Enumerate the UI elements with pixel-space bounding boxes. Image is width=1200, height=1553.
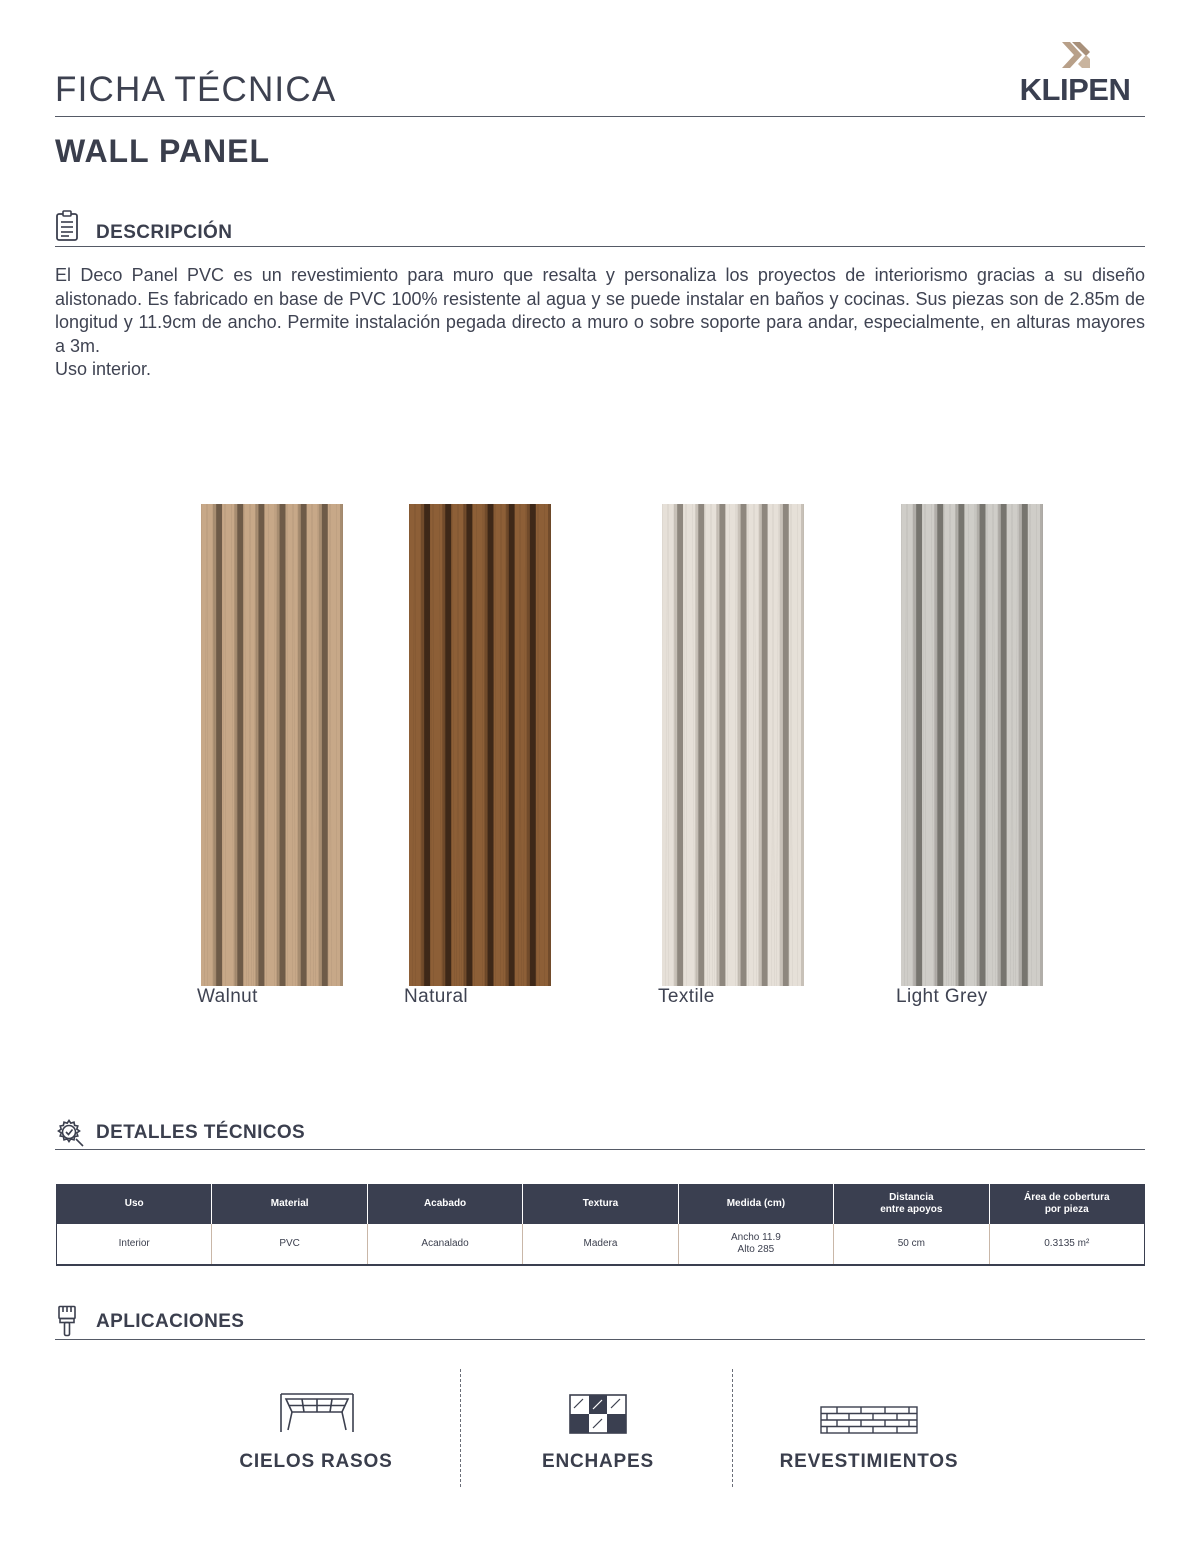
table-header-uso: Uso	[57, 1184, 212, 1224]
description-body: El Deco Panel PVC es un revestimiento para muro que resalta y personaliza los proyectos de interiorismo gracias a su diseño alistonado. Es fabricado en base de PVC 100% resistente al agua y se puede instalar en baños y cocinas. Sus piezas son de 2.85m de longitud y 11.9cm de ancho. Permite instalación pegada directo a muro o sobre soporte para andar, especialmente, en alturas mayores a 3m.	[55, 265, 1145, 356]
panel-sample	[201, 504, 343, 986]
description-text	[55, 264, 1145, 382]
application-label-revestimientos: REVESTIMIENTOS	[779, 1451, 959, 1472]
swatch-textile	[662, 504, 804, 986]
spec-table	[56, 1184, 1145, 1266]
swatch-label-natural: Natural	[404, 986, 469, 1007]
panel-slat-shadow	[1019, 504, 1022, 986]
section-divider	[55, 1339, 1145, 1340]
panel-slat-shadow	[463, 504, 466, 986]
table-header-area: Área de cobertura por pieza	[989, 1184, 1144, 1224]
panel-groove	[301, 504, 307, 986]
panel-groove	[762, 504, 768, 986]
application-label-enchapes: ENCHAPES	[542, 1451, 654, 1472]
swatch-walnut	[201, 504, 343, 986]
swatch-label-walnut: Walnut	[197, 986, 258, 1007]
panel-groove	[445, 504, 451, 986]
table-header-medida: Medida (cm)	[678, 1184, 833, 1224]
table-cell-distancia: 50 cm	[834, 1224, 989, 1265]
application-divider	[460, 1369, 461, 1487]
panel-groove	[237, 504, 243, 986]
klipen-k-icon	[1062, 42, 1090, 68]
panel-slat-shadow	[548, 504, 551, 986]
description-usage: Uso interior.	[55, 359, 152, 380]
brick-wall-icon	[820, 1406, 918, 1434]
panel-groove	[698, 504, 704, 986]
application-label-cielos-rasos: CIELOS RASOS	[239, 1451, 393, 1472]
table-cell-acabado: Acanalado	[367, 1224, 522, 1265]
panel-slat-shadow	[319, 504, 322, 986]
table-header-row	[57, 1184, 1145, 1224]
table-cell-medida: Ancho 11.9 Alto 285	[678, 1224, 833, 1265]
section-divider	[55, 1149, 1145, 1150]
panel-slat-shadow	[716, 504, 719, 986]
section-title-detalles: DETALLES TÉCNICOS	[96, 1122, 306, 1143]
brand-name: KLIPEN	[1019, 72, 1131, 107]
panel-slat-shadow	[780, 504, 783, 986]
panel-groove	[1001, 504, 1007, 986]
checker-tile-icon	[569, 1394, 627, 1434]
panel-sample	[662, 504, 804, 986]
table-cell-area: 0.3135 m²	[989, 1224, 1144, 1265]
table-cell-material: PVC	[212, 1224, 367, 1265]
ceiling-icon	[280, 1392, 354, 1434]
clipboard-icon	[55, 210, 79, 242]
panel-sample	[409, 504, 551, 986]
table-cell-uso: Interior	[57, 1224, 212, 1265]
swatch-label-light-grey: Light Grey	[896, 986, 988, 1007]
table-header-textura: Textura	[523, 1184, 678, 1224]
product-title: WALL PANEL	[55, 133, 271, 169]
panel-slat-shadow	[955, 504, 958, 986]
paintbrush-icon	[57, 1305, 77, 1337]
document-title: FICHA TÉCNICA	[55, 70, 337, 109]
panel-sample	[901, 504, 1043, 986]
gear-check-icon	[56, 1118, 86, 1148]
section-divider	[55, 246, 1145, 247]
table-row	[57, 1224, 1145, 1265]
panel-slat-shadow	[340, 504, 343, 986]
table-header-acabado: Acabado	[367, 1184, 522, 1224]
table-header-distancia: Distancia entre apoyos	[834, 1184, 989, 1224]
header-divider	[55, 116, 1145, 117]
panel-slat-shadow	[801, 504, 804, 986]
table-cell-textura: Madera	[523, 1224, 678, 1265]
swatch-label-textile: Textile	[658, 986, 715, 1007]
panel-slat-shadow	[255, 504, 258, 986]
swatch-natural	[409, 504, 551, 986]
panel-groove	[937, 504, 943, 986]
section-title-descripcion: DESCRIPCIÓN	[96, 222, 233, 243]
panel-slat-shadow	[527, 504, 530, 986]
panel-groove	[509, 504, 515, 986]
brand-logo	[1004, 42, 1146, 107]
application-divider	[732, 1369, 733, 1487]
swatch-light-grey	[901, 504, 1043, 986]
section-title-aplicaciones: APLICACIONES	[96, 1311, 245, 1332]
table-header-material: Material	[212, 1184, 367, 1224]
